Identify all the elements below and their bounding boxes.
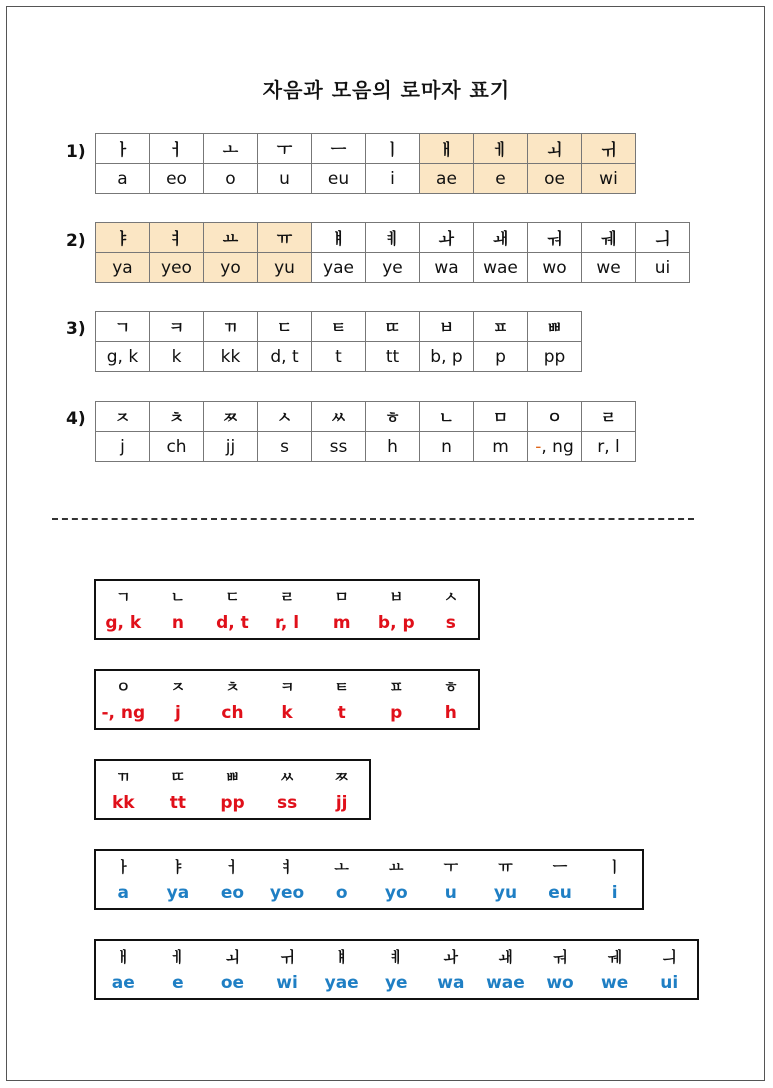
dashed-divider [52, 518, 694, 520]
roman-letter: k [281, 703, 293, 723]
hangul-cell: ㅁ [474, 402, 528, 432]
hangul-letter: ㅛ [389, 858, 404, 876]
roman-letter: eo [220, 883, 245, 903]
roman-letter: wa [437, 973, 465, 993]
hangul-letter: ㄱ [116, 588, 131, 606]
hangul-row [96, 581, 478, 610]
roman-letter: o [335, 883, 348, 903]
hangul-cell: ㅎ [366, 402, 420, 432]
hangul-cell: ㄹ [582, 402, 636, 432]
hangul-letter: ㅣ [607, 858, 622, 876]
roman-letter: a [117, 883, 130, 903]
hangul-letter: ㅙ [498, 948, 513, 966]
roman-cell: n [420, 432, 474, 462]
hangul-cell: ㅐ [420, 134, 474, 164]
romanization-row [96, 610, 478, 638]
hangul-letter: ㅂ [389, 588, 404, 606]
hangul-letter: ㅏ [116, 858, 131, 876]
roman-cell: ae [420, 164, 474, 194]
hangul-row [96, 134, 636, 164]
roman-text: , ng [541, 436, 574, 457]
roman-cell: s [258, 432, 312, 462]
hangul-letter: ㅟ [279, 948, 295, 966]
roman-cell: g, k [96, 342, 150, 372]
hangul-letter: ㅍ [389, 678, 404, 696]
roman-letter: b, p [377, 613, 415, 633]
roman-letter: tt [169, 793, 187, 813]
vowel-box [94, 849, 644, 910]
hangul-cell: ㅘ [420, 223, 474, 253]
hangul-letter: ㅌ [334, 678, 349, 696]
roman-letter: i [611, 883, 618, 903]
roman-cell: yeo [150, 253, 204, 283]
hangul-letter: ㄷ [225, 588, 240, 606]
roman-letter: r, l [275, 613, 300, 633]
roman-letter: yeo [269, 883, 305, 903]
roman-letter: ye [384, 973, 408, 993]
roman-cell: we [582, 253, 636, 283]
hangul-cell: ㅊ [150, 402, 204, 432]
roman-cell: oe [528, 164, 582, 194]
roman-letter: ch [221, 703, 244, 723]
hangul-letter: ㅊ [225, 678, 240, 696]
hangul-letter: ㄲ [116, 768, 131, 786]
roman-cell: ya [96, 253, 150, 283]
hangul-letter: ㅉ [334, 768, 349, 786]
roman-letter: wae [486, 973, 525, 993]
hangul-letter: ㅚ [225, 948, 240, 966]
hangul-row [96, 312, 582, 342]
hangul-letter: ㅢ [661, 948, 677, 966]
roman-cell: d, t [258, 342, 312, 372]
hangul-letter: ㅝ [552, 948, 568, 966]
hangul-letter: ㅖ [389, 948, 404, 966]
roman-cell: ye [366, 253, 420, 283]
roman-cell: wae [474, 253, 528, 283]
table-number-label: 3) [66, 319, 86, 339]
roman-letter: we [601, 973, 629, 993]
hangul-letter: ㅅ [443, 588, 459, 606]
hangul-cell: ㅝ [528, 223, 582, 253]
romanization-table [95, 133, 636, 194]
romanization-table [95, 222, 690, 283]
romanization-row [96, 164, 636, 194]
hangul-letter: ㅞ [607, 948, 622, 966]
roman-letter: p [390, 703, 403, 723]
roman-letter: t [337, 703, 346, 723]
roman-cell: ss [312, 432, 366, 462]
roman-letter: kk [111, 793, 135, 813]
roman-letter: jj [335, 793, 348, 813]
hangul-cell: ㄸ [366, 312, 420, 342]
hangul-cell: ㅞ [582, 223, 636, 253]
roman-cell: wo [528, 253, 582, 283]
hangul-letter: ㄸ [170, 768, 186, 786]
romanization-row [96, 790, 369, 818]
hangul-cell: ㅋ [150, 312, 204, 342]
hangul-letter: ㅇ [116, 678, 131, 696]
consonant-box [94, 759, 371, 820]
hangul-cell: ㅖ [366, 223, 420, 253]
hangul-cell: ㅗ [204, 134, 258, 164]
table-number-label: 2) [66, 231, 86, 251]
roman-cell: i [366, 164, 420, 194]
accent-mark: - [535, 436, 542, 457]
roman-letter: wi [276, 973, 298, 993]
roman-letter: u [444, 883, 457, 903]
hangul-cell: ㅌ [312, 312, 366, 342]
roman-letter: -, ng [101, 703, 146, 723]
hangul-letter: ㅕ [279, 858, 295, 876]
hangul-letter: ㅔ [170, 948, 186, 966]
roman-letter: yo [384, 883, 408, 903]
roman-cell: r, l [582, 432, 636, 462]
hangul-cell: ㅡ [312, 134, 366, 164]
roman-cell: yu [258, 253, 312, 283]
roman-cell [528, 432, 582, 462]
hangul-letter: ㅋ [279, 678, 295, 696]
romanization-row [96, 700, 478, 728]
roman-letter: ss [276, 793, 298, 813]
roman-letter: m [332, 613, 351, 633]
hangul-letter: ㅐ [116, 948, 131, 966]
roman-cell: p [474, 342, 528, 372]
hangul-cell: ㅜ [258, 134, 312, 164]
roman-cell: yae [312, 253, 366, 283]
roman-letter: oe [220, 973, 245, 993]
hangul-cell: ㄲ [204, 312, 258, 342]
hangul-cell: ㅆ [312, 402, 366, 432]
hangul-cell: ㅍ [474, 312, 528, 342]
roman-cell: u [258, 164, 312, 194]
hangul-cell: ㅛ [204, 223, 258, 253]
roman-cell: t [312, 342, 366, 372]
hangul-letter: ㄴ [170, 588, 186, 606]
roman-cell: ui [636, 253, 690, 283]
hangul-letter: ㅆ [279, 768, 295, 786]
table-number-label: 4) [66, 409, 86, 429]
romanization-table [95, 401, 636, 462]
hangul-letter: ㅒ [334, 948, 349, 966]
roman-letter: e [172, 973, 184, 993]
roman-cell: o [204, 164, 258, 194]
roman-letter: ae [111, 973, 135, 993]
hangul-row [96, 851, 642, 880]
roman-cell: wa [420, 253, 474, 283]
roman-cell: kk [204, 342, 258, 372]
hangul-letter: ㅃ [225, 768, 240, 786]
vowel-box [94, 939, 699, 1000]
page-title: 자음과 모음의 로마자 표기 [262, 78, 511, 102]
hangul-letter: ㅈ [170, 678, 186, 696]
roman-cell: jj [204, 432, 258, 462]
romanization-table [95, 311, 582, 372]
hangul-cell: ㅃ [528, 312, 582, 342]
hangul-cell: ㄱ [96, 312, 150, 342]
hangul-cell: ㅏ [96, 134, 150, 164]
hangul-cell: ㅂ [420, 312, 474, 342]
hangul-cell: ㅒ [312, 223, 366, 253]
roman-letter: ui [660, 973, 679, 993]
hangul-cell: ㅓ [150, 134, 204, 164]
roman-cell: k [150, 342, 204, 372]
roman-cell: tt [366, 342, 420, 372]
hangul-letter: ㅑ [170, 858, 186, 876]
roman-letter: ya [166, 883, 190, 903]
hangul-letter: ㅗ [334, 858, 349, 876]
hangul-cell: ㄷ [258, 312, 312, 342]
consonant-box [94, 669, 480, 730]
hangul-letter: ㅁ [334, 588, 349, 606]
roman-letter: pp [220, 793, 245, 813]
romanization-row [96, 880, 642, 908]
roman-letter: g, k [105, 613, 142, 633]
hangul-cell: ㅟ [582, 134, 636, 164]
hangul-letter: ㅘ [443, 948, 459, 966]
romanization-row [96, 432, 636, 462]
hangul-cell: ㅇ [528, 402, 582, 432]
hangul-row [96, 402, 636, 432]
hangul-cell: ㅉ [204, 402, 258, 432]
roman-letter: n [171, 613, 184, 633]
roman-letter: wo [546, 973, 574, 993]
hangul-row [96, 223, 690, 253]
hangul-row [96, 941, 697, 970]
roman-cell: eu [312, 164, 366, 194]
roman-cell: ch [150, 432, 204, 462]
table-number-label: 1) [66, 142, 86, 162]
hangul-cell: ㄴ [420, 402, 474, 432]
roman-letter: s [445, 613, 456, 633]
roman-cell: a [96, 164, 150, 194]
roman-cell: j [96, 432, 150, 462]
hangul-row [96, 671, 478, 700]
hangul-cell: ㅈ [96, 402, 150, 432]
hangul-letter: ㅓ [225, 858, 240, 876]
roman-cell: m [474, 432, 528, 462]
roman-cell: e [474, 164, 528, 194]
roman-cell: b, p [420, 342, 474, 372]
roman-letter: d, t [216, 613, 249, 633]
hangul-letter: ㅠ [498, 858, 513, 876]
roman-letter: eu [548, 883, 572, 903]
roman-letter: yae [324, 973, 359, 993]
hangul-cell: ㅠ [258, 223, 312, 253]
hangul-cell: ㅣ [366, 134, 420, 164]
roman-cell: wi [582, 164, 636, 194]
romanization-row [96, 970, 697, 998]
roman-letter: h [444, 703, 457, 723]
hangul-letter: ㅜ [443, 858, 459, 876]
romanization-row [96, 253, 690, 283]
roman-cell: yo [204, 253, 258, 283]
hangul-cell: ㅙ [474, 223, 528, 253]
roman-letter: j [174, 703, 181, 723]
hangul-cell: ㅕ [150, 223, 204, 253]
roman-cell: h [366, 432, 420, 462]
hangul-cell: ㅑ [96, 223, 150, 253]
hangul-row [96, 761, 369, 790]
roman-cell: pp [528, 342, 582, 372]
hangul-letter: ㅎ [443, 678, 459, 696]
consonant-box [94, 579, 480, 640]
hangul-letter: ㄹ [279, 588, 295, 606]
romanization-row [96, 342, 582, 372]
roman-letter: yu [493, 883, 518, 903]
hangul-cell: ㅢ [636, 223, 690, 253]
hangul-cell: ㅔ [474, 134, 528, 164]
hangul-cell: ㅅ [258, 402, 312, 432]
roman-cell: eo [150, 164, 204, 194]
hangul-cell: ㅚ [528, 134, 582, 164]
hangul-letter: ㅡ [552, 858, 568, 876]
